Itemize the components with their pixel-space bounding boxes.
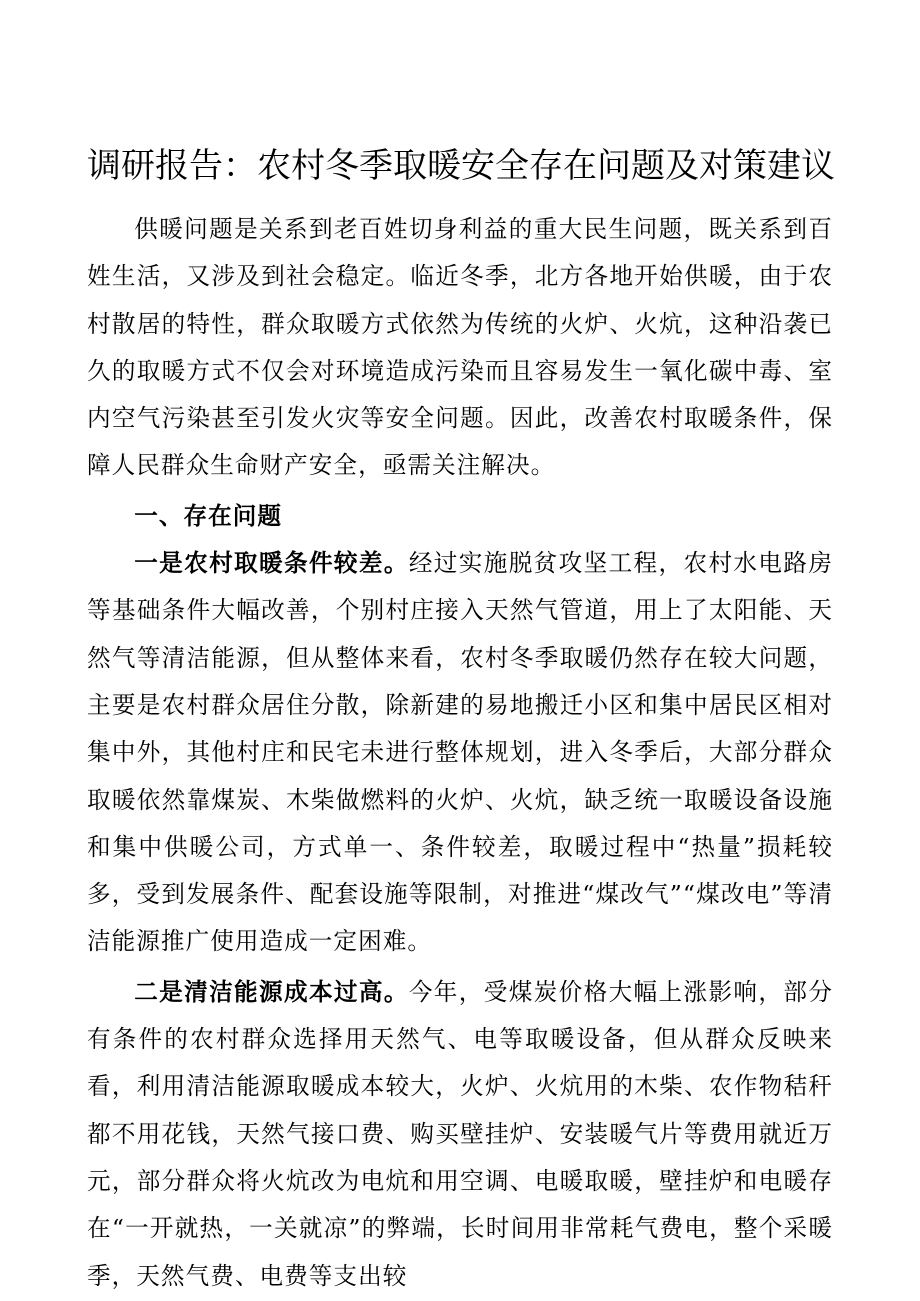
point-2-paragraph: [87, 969, 833, 1300]
point-1-text: 经过实施脱贫攻坚工程，农村水电路房等基础条件大幅改善，个别村庄接入天然气管道，用上了太阳能、天然气等清洁能源，但从整体来看，农村冬季取暖仍然存在较大问题，主要是农村群众居住分散，除新建的易地搬迁小区和集中居民区相对集中外，其他村庄和民宅未进行整体规划，进入冬季后，大部分群众取暖依然靠煤炭、木柴做燃料的火炉、火炕，缺乏统一取暖设备设施和集中供暖公司，方式单一、条件较差，取暖过程中“热量”损耗较多，受到发展条件、配套设施等限制，对推进“煤改气”“煤改电”等清洁能源推广使用造成一定困难。: [87, 549, 833, 956]
document-title: 调研报告：农村冬季取暖安全存在问题及对策建议: [87, 146, 835, 186]
intro-paragraph: 供暖问题是关系到老百姓切身利益的重大民生问题，既关系到百姓生活，又涉及到社会稳定。临近冬季，北方各地开始供暖，由于农村散居的特性，群众取暖方式依然为传统的火炉、火炕，这种沿袭已久的取暖方式不仅会对环境造成污染而且容易发生一氧化碳中毒、室内空气污染甚至引发火灾等安全问题。因此，改善农村取暖条件，保障人民群众生命财产安全，亟需关注解决。: [87, 215, 833, 480]
section-heading: 一、存在问题: [134, 501, 283, 530]
point-1-paragraph: [87, 540, 833, 966]
point-1-lead: 一是农村取暖条件较差。: [134, 549, 409, 578]
point-2-text: 今年，受煤炭价格大幅上涨影响，部分有条件的农村群众选择用天然气、电等取暖设备，但从群众反映来看，利用清洁能源取暖成本较大，火炉、火炕用的木柴、农作物秸秆都不用花钱，天然气接口费、购买壁挂炉、安装暖气片等费用就近万元，部分群众将火炕改为电炕和用空调、电暖取暖，壁挂炉和电暖存在“一开就热，一关就凉”的弊端，长时间用非常耗气费电，整个采暖季，天然气费、电费等支出较: [87, 977, 833, 1290]
document-body: [87, 206, 833, 1300]
point-2-lead: 二是清洁能源成本过高。: [134, 977, 409, 1006]
